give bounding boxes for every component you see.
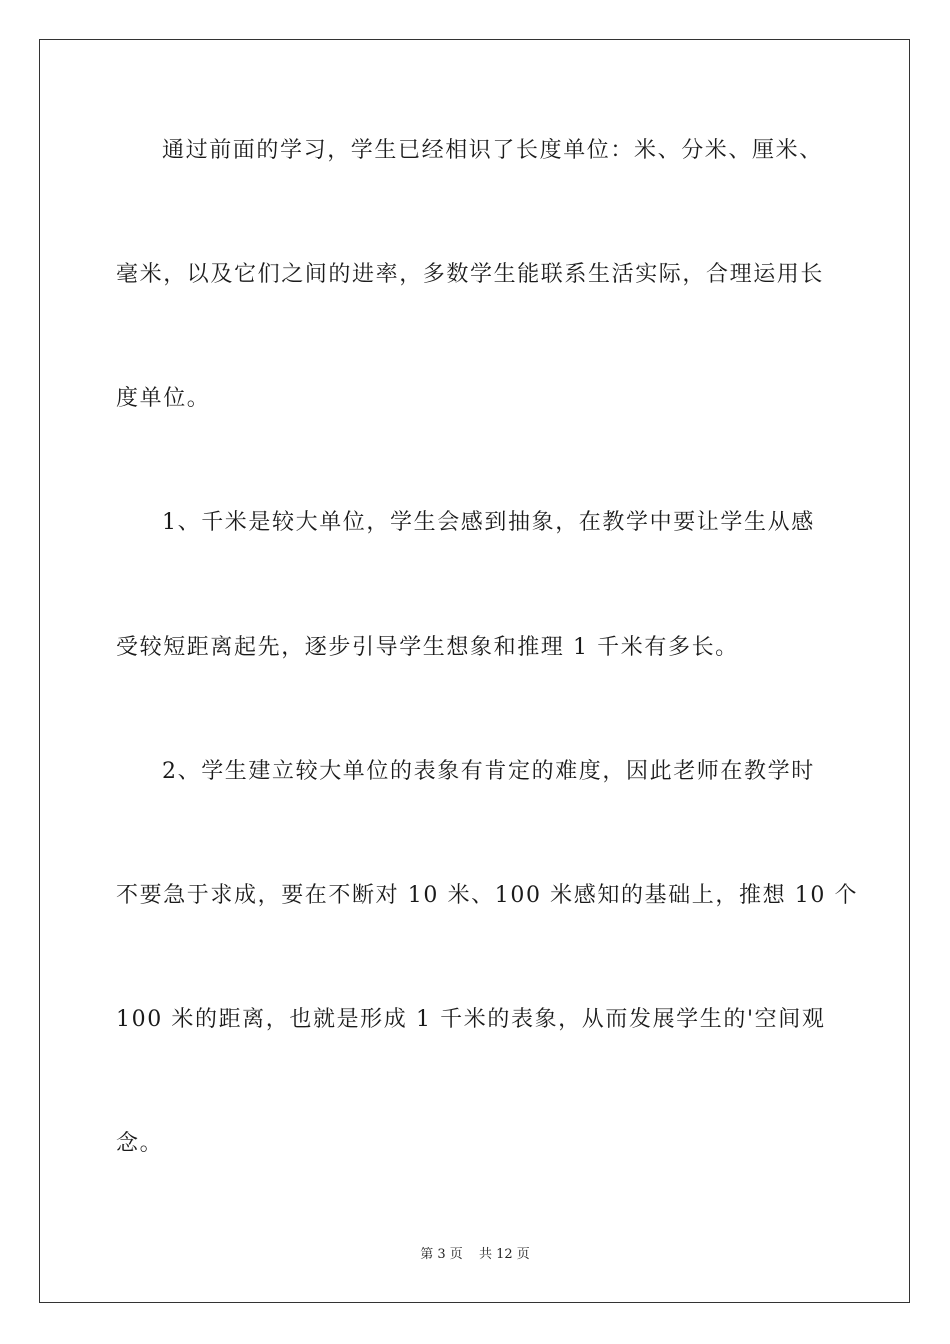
paragraph-3-line-4: 念。 [116,1131,164,1156]
page-footer [0,1246,950,1264]
page-border [39,39,910,1303]
paragraph-3-line-3: 100 米的距离，也就是形成 1 千米的表象，从而发展学生的'空间观 [116,1007,826,1032]
paragraph-1-line-3: 度单位。 [116,386,211,411]
paragraph-2-line-2: 受较短距离起先，逐步引导学生想象和推理 1 千米有多长。 [116,635,739,660]
paragraph-1-line-1: 通过前面的学习，学生已经相识了长度单位：米、分米、厘米、 [162,138,823,163]
paragraph-3-line-2: 不要急于求成，要在不断对 10 米、100 米感知的基础上，推想 10 个 [116,883,859,908]
paragraph-1-line-2: 毫米，以及它们之间的进率，多数学生能联系生活实际，合理运用长 [116,262,825,287]
page-total: 共 12 页 [478,1247,530,1262]
paragraph-3-line-1: 2、学生建立较大单位的表象有肯定的难度，因此老师在教学时 [162,759,815,784]
page-number: 第 3 页 [420,1247,463,1262]
paragraph-2-line-1: 1、千米是较大单位，学生会感到抽象，在教学中要让学生从感 [162,510,815,535]
